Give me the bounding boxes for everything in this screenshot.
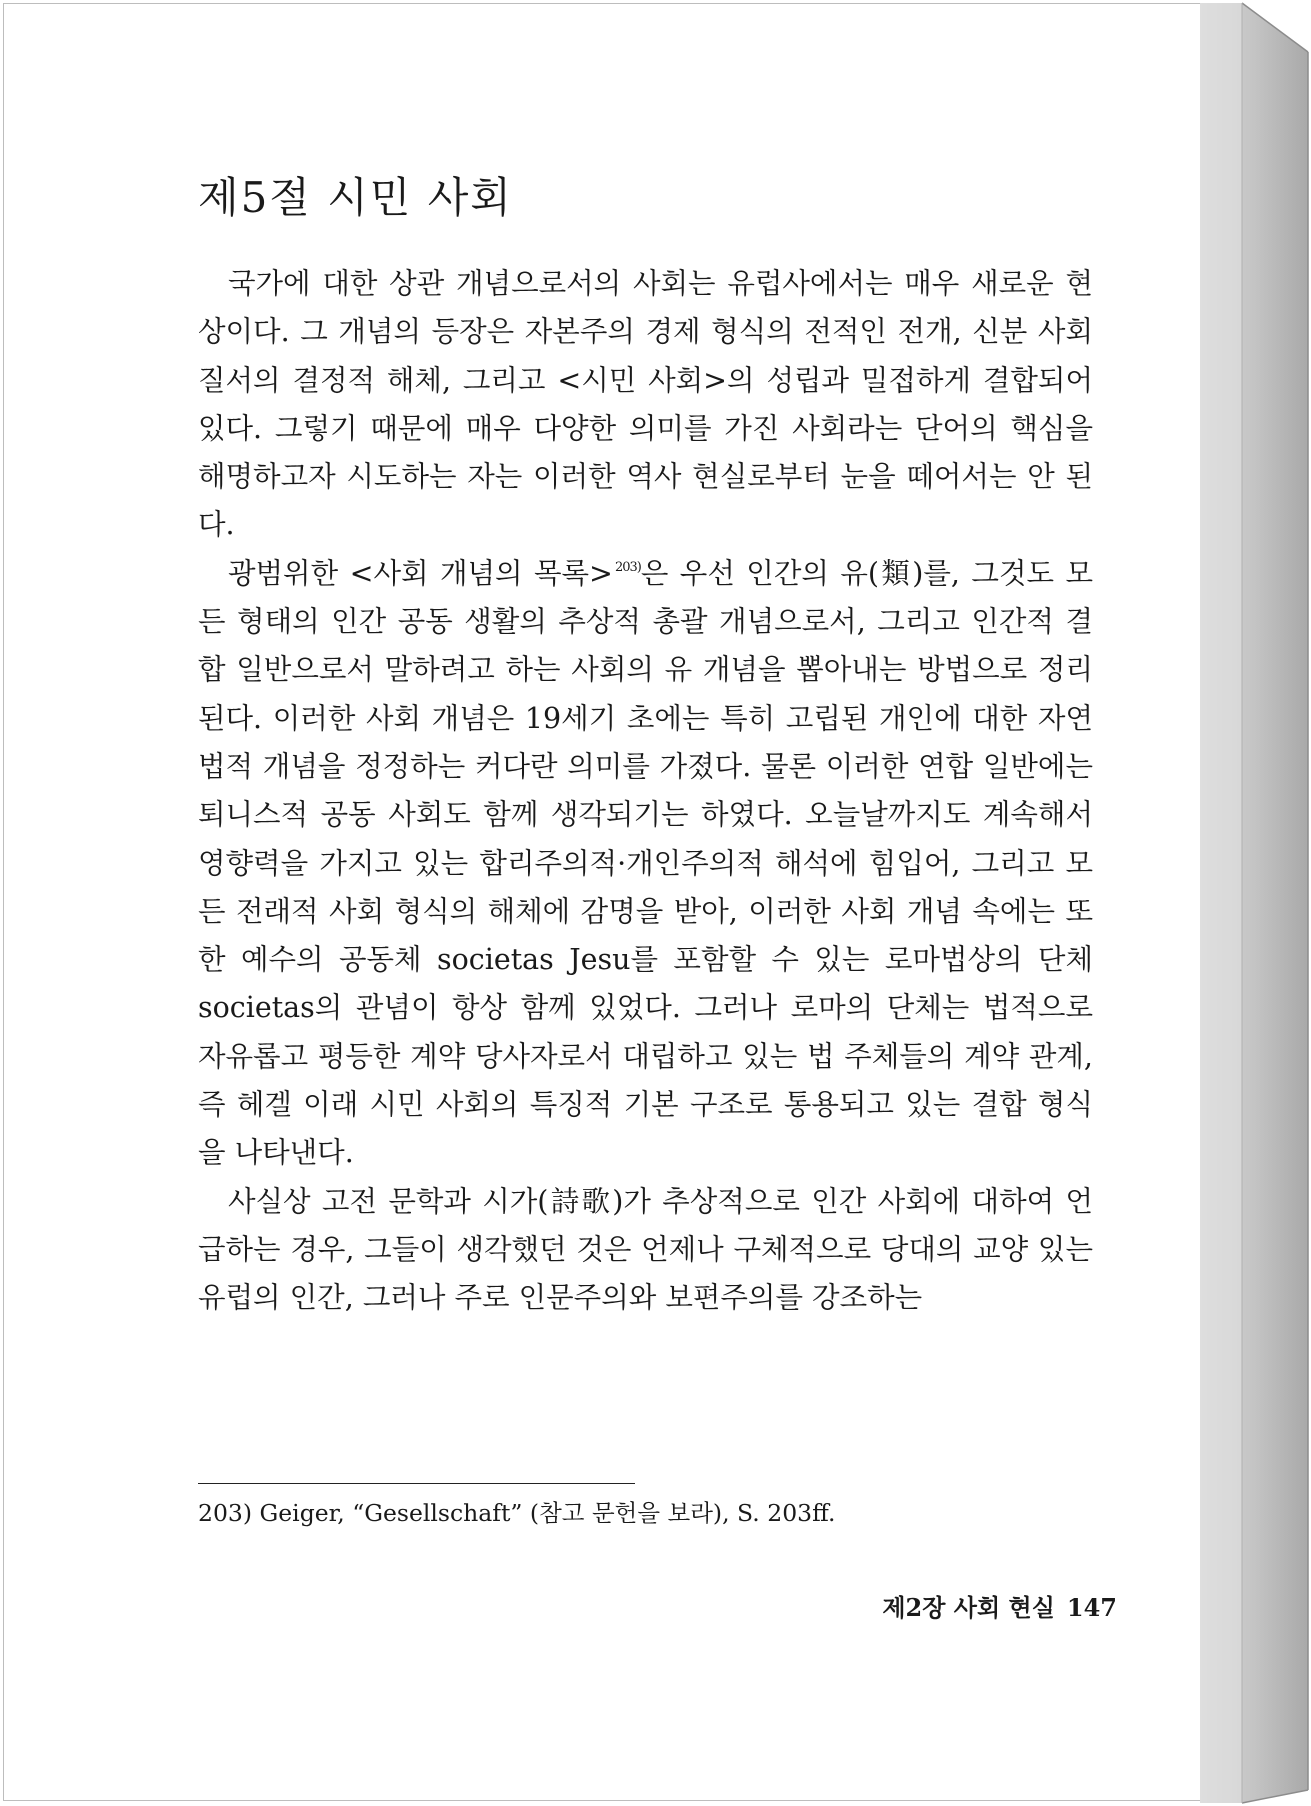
- paragraph-2-text-rest: 은 우선 인간의 유(類)를, 그것도 모든 형태의 인간 공동 생활의 추상적 총괄 개념으로서, 그리고 인간적 결합 일반으로서 말하려고 하는 사회의 유 개념을 뽑아내는 방법으로 정리된다. 이러한 사회 개념은 19세기 초에는 특히 고립된 개인에 대한 자연법적 개념을 정정하는 커다란 의미를 가졌다. 물론 이러한 연합 일반에는 퇴니스적 공동 사회도 함께 생각되기는 하였다. 오늘날까지도 계속해서 영향력을 가지고 있는 합리주의적·개인주의적 해석에 힘입어, 그리고 모든 전래적 사회 형식의 해체에 감명을 받아, 이러한 사회 개념 속에는 또한 예수의 공동체 societas Jesu를 포함할 수 있는 로마법상의 단체 societas의 관념이 항상 함께 있었다. 그러나 로마의 단체는 법적으로 자유롭고 평등한 계약 당사자로서 대립하고 있는 법 주체들의 계약 관계, 즉 헤겔 이래 시민 사회의 특징적 기본 구조로 통용되고 있는 결합 형식을 나타낸다.: [198, 556, 1093, 1170]
- paragraph-2-text-start: 광범위한 <사회 개념의 목록>: [228, 556, 613, 590]
- footnote-divider: [198, 1483, 635, 1484]
- footnote-reference: 203): [614, 559, 641, 575]
- paragraph-1-text: 국가에 대한 상관 개념으로서의 사회는 유럽사에서는 매우 새로운 현상이다. 그 개념의 등장은 자본주의 경제 형식의 전적인 전개, 신분 사회 질서의 결정적 해체, 그리고 <시민 사회>의 성립과 밀접하게 결합되어 있다. 그렇기 때문에 매우 다양한 의미를 가진 사회라는 단어의 핵심을 해명하고자 시도하는 자는 이러한 역사 현실로부터 눈을 떼어서는 안 된다.: [198, 267, 1093, 542]
- paragraph-3: [198, 1178, 1093, 1323]
- running-footer: [870, 1588, 1117, 1623]
- body-text: [198, 260, 1093, 1323]
- paragraph-2: [198, 550, 1093, 1178]
- book-edge-graphic: [1200, 0, 1311, 1806]
- section-title: 제5절 시민 사회: [198, 173, 513, 222]
- paragraph-1: [198, 260, 1093, 550]
- paragraph-3-text: 사실상 고전 문학과 시가(詩歌)가 추상적으로 인간 사회에 대하여 언급하는 경우, 그들이 생각했던 것은 언제나 구체적으로 당대의 교양 있는 유럽의 인간, 그러나 주로 인문주의와 보편주의를 강조하는: [198, 1184, 1093, 1315]
- footnote: 203) Geiger, “Gesellschaft” (참고 문헌을 보라), S. 203ff.: [198, 1499, 836, 1527]
- book-page-edges: [1200, 0, 1311, 1806]
- page-number: 147: [1066, 1593, 1117, 1622]
- footer-chapter: 제2장 사회 현실: [882, 1593, 1055, 1622]
